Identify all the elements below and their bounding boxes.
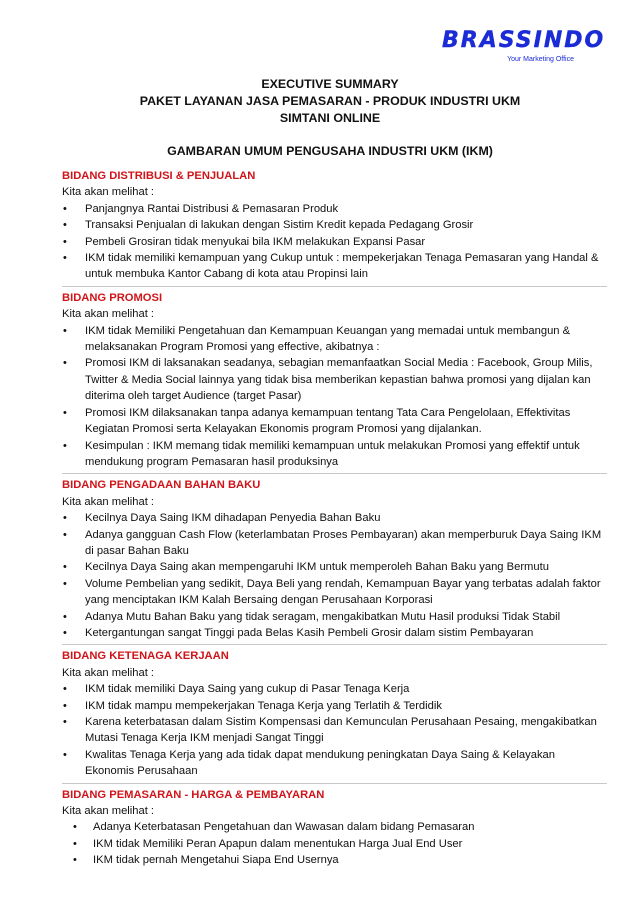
list-item: • Kecilnya Daya Saing IKM dihadapan Penyedia Bahan Baku — [62, 510, 607, 526]
list-item: • Promosi IKM dilaksanakan tanpa adanya kemampuan tentang Tata Cara Pengelolaan, Effektivitas Kegiatan Promosi serta Kelayakan Ekonomis program Promosi yang dijalankan. — [62, 405, 607, 438]
section-intro: Kita akan melihat : — [62, 495, 155, 508]
list-item: • Volume Pembelian yang sedikit, Daya Beli yang rendah, Kemampuan Bayar yang terbatas adalah faktor yang menciptakan IKM Kalah Bersaing dengan Perusahaan Korporasi — [62, 576, 607, 609]
list-item: • Transaksi Penjualan di lakukan dengan Sistim Kredit kepada Pedagang Grosir — [62, 217, 607, 233]
list-item: • Kwalitas Tenaga Kerja yang ada tidak dapat mendukung peningkatan Daya Saing & Kelayakan Ekonomis Perusahaan — [62, 747, 607, 780]
list-item: • IKM tidak Memiliki Peran Apapun dalam menentukan Harga Jual End User — [62, 836, 607, 852]
list-item: • Pembeli Grosiran tidak menyukai bila IKM melakukan Expansi Pasar — [62, 234, 607, 250]
section-title: BIDANG KETENAGA KERJAAN — [62, 650, 229, 663]
list-item: • Adanya Keterbatasan Pengetahuan dan Wawasan dalam bidang Pemasaran — [62, 819, 607, 835]
section-distribusi — [62, 168, 607, 283]
list-item: • IKM tidak pernah Mengetahui Siapa End Usernya — [62, 852, 607, 868]
section-promosi — [62, 290, 607, 470]
bullet-list — [62, 201, 607, 283]
list-item: • Adanya gangguan Cash Flow (keterlambatan Proses Pembayaran) akan memperburuk Daya Saing IKM di pasar Bahan Baku — [62, 527, 607, 560]
header-product: SIMTANI ONLINE — [279, 110, 381, 125]
list-item: • IKM tidak memiliki Daya Saing yang cukup di Pasar Tenaga Kerja — [62, 681, 607, 697]
section-divider — [62, 783, 607, 784]
section-pengadaan-bahan-baku — [62, 477, 607, 641]
list-item: • Karena keterbatasan dalam Sistim Kompensasi dan Kemunculan Perusahaan Pesaing, mengakibatkan Mutasi Tenaga Kerja IKM menjadi Sangat Tinggi — [62, 714, 607, 747]
list-item: • Adanya Mutu Bahan Baku yang tidak seragam, mengakibatkan Mutu Hasil produksi Tidak Stabil — [62, 609, 607, 625]
section-title: BIDANG PEMASARAN - HARGA & PEMBAYARAN — [62, 788, 325, 801]
section-intro: Kita akan melihat : — [62, 308, 155, 321]
header-title: EXECUTIVE SUMMARY — [261, 77, 399, 91]
bullet-list — [62, 323, 607, 471]
bullet-list — [62, 681, 607, 779]
section-ketenaga-kerjaan — [62, 648, 607, 779]
list-item: • Ketergantungan sangat Tinggi pada Belas Kasih Pembeli Grosir dalam sistim Pembayaran — [62, 625, 607, 641]
section-pemasaran — [62, 787, 607, 869]
bullet-list — [62, 510, 607, 641]
section-intro: Kita akan melihat : — [62, 666, 155, 679]
brassindo-logo — [442, 28, 606, 70]
section-title: BIDANG PROMOSI — [62, 291, 163, 304]
list-item: • Promosi IKM di laksanakan seadanya, sebagian memanfaatkan Social Media : Facebook, Group Milis, Twitter & Media Social lainnya yang tidak bisa memberikan kepastian bahwa promosi yang dijalan kan diterima oleh target Audience (target Pasar) — [62, 355, 607, 404]
logo-wordmark: BRASSINDO — [442, 28, 606, 53]
section-intro: Kita akan melihat : — [62, 805, 155, 818]
list-item: • IKM tidak memiliki kemampuan yang Cukup untuk : mempekerjakan Tenaga Pemasaran yang Handal & untuk membuka Kantor Cabang di kota atau Propinsi lain — [62, 250, 607, 283]
bullet-list — [62, 819, 607, 868]
document-header — [60, 76, 600, 126]
header-package: PAKET LAYANAN JASA PEMASARAN - PRODUK INDUSTRI UKM — [139, 93, 521, 108]
section-divider — [62, 473, 607, 474]
logo-tagline: Your Marketing Office — [507, 56, 574, 63]
document-subtitle: GAMBARAN UMUM PENGUSAHA INDUSTRI UKM (IKM) — [167, 144, 493, 158]
list-item: • Kecilnya Daya Saing akan mempengaruhi IKM untuk memperoleh Bahan Baku yang Bermutu — [62, 559, 607, 575]
section-title: BIDANG PENGADAAN BAHAN BAKU — [62, 479, 261, 492]
section-intro: Kita akan melihat : — [62, 186, 155, 199]
section-divider — [62, 644, 607, 645]
list-item: • IKM tidak Memiliki Pengetahuan dan Kemampuan Keuangan yang memadai untuk membangun & melaksanakan Program Promosi yang effective, akibatnya : — [62, 323, 607, 356]
section-divider — [62, 286, 607, 287]
section-title: BIDANG DISTRIBUSI & PENJUALAN — [62, 170, 256, 182]
list-item: • Panjangnya Rantai Distribusi & Pemasaran Produk — [62, 201, 607, 217]
list-item: • Kesimpulan : IKM memang tidak memiliki kemampuan untuk melakukan Promosi yang effektif untuk mendukung program Pemasaran hasil produksinya — [62, 438, 607, 471]
list-item: • IKM tidak mampu mempekerjakan Tenaga Kerja yang Terlatih & Terdidik — [62, 698, 607, 714]
document-body — [62, 168, 607, 869]
